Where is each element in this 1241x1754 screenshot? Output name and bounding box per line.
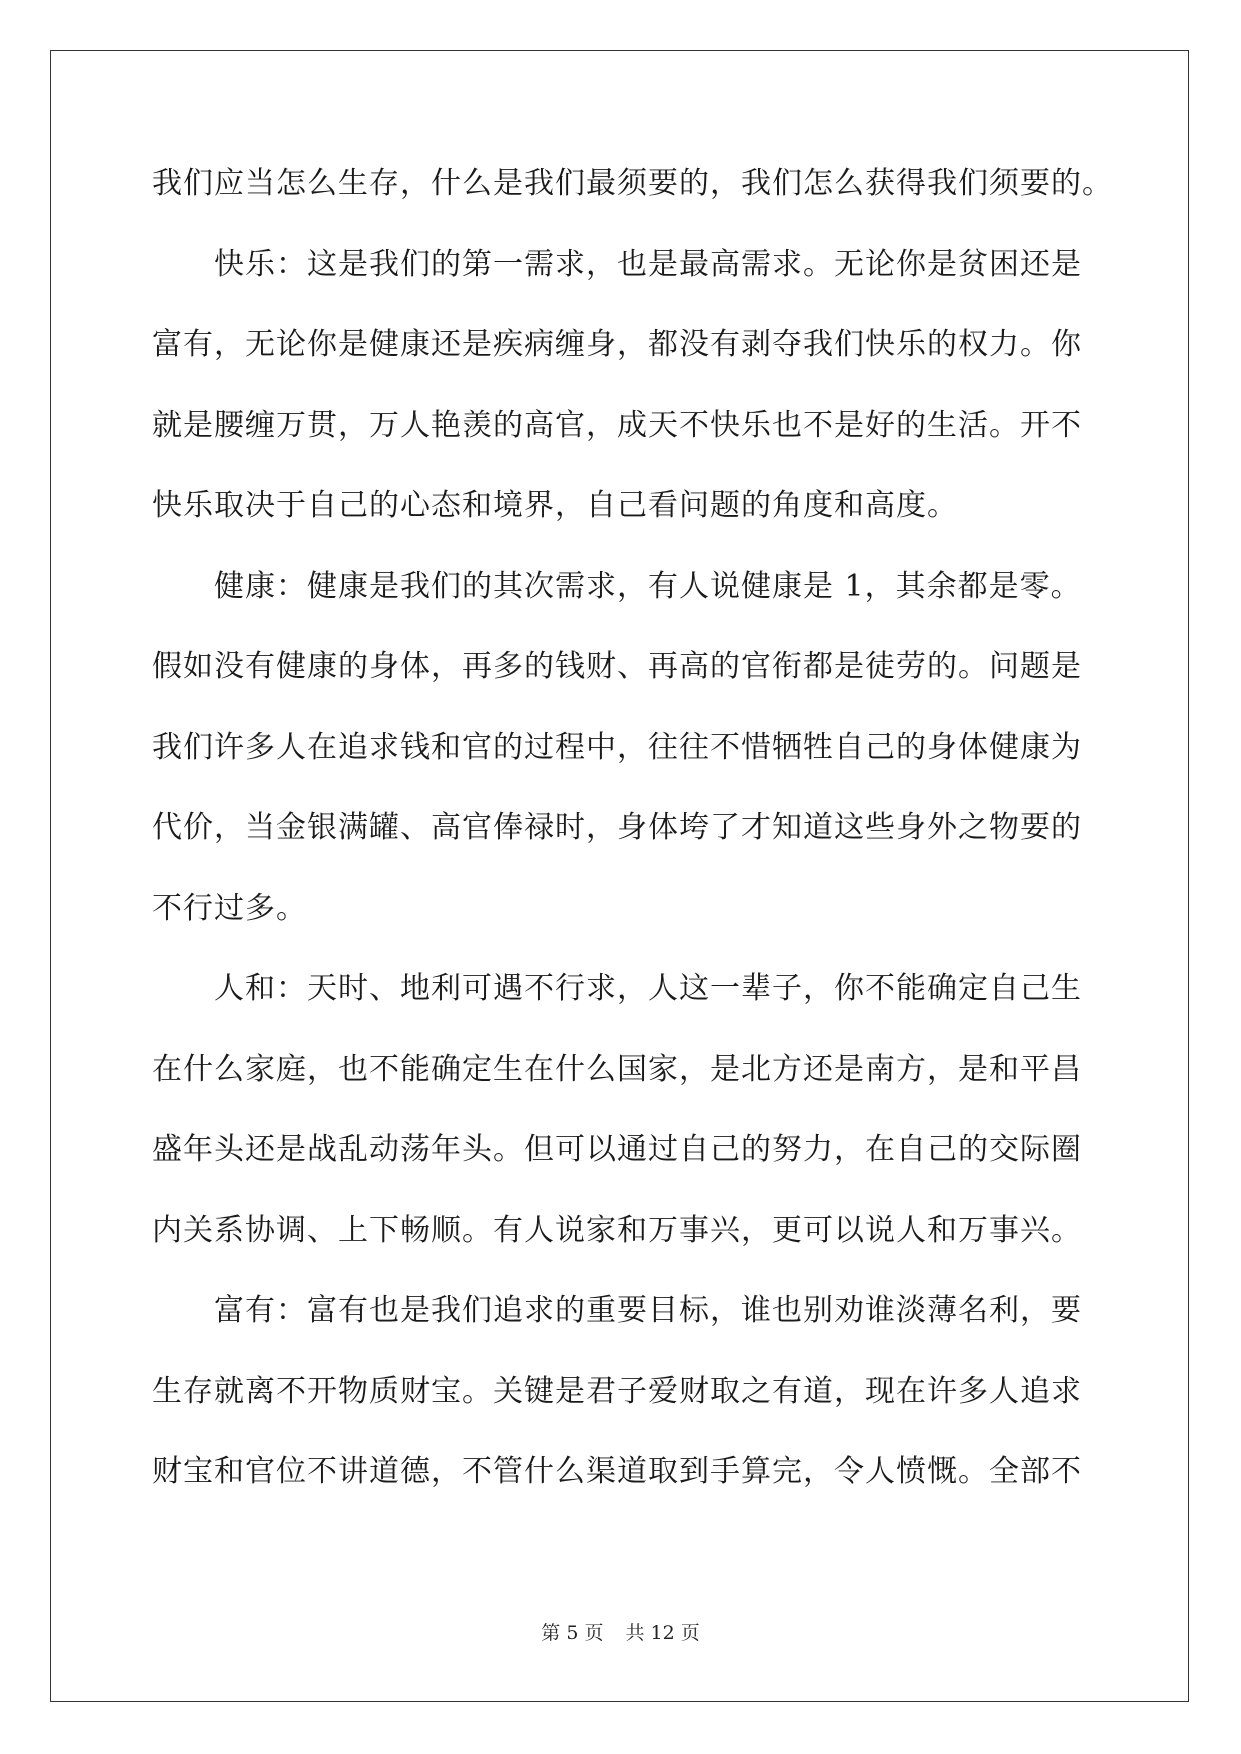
text-line: 在什么家庭，也不能确定生在什么国家，是北方还是南方，是和平昌: [152, 1051, 1082, 1087]
text-line: 我们许多人在追求钱和官的过程中，往往不惜牺牲自己的身体健康为: [152, 729, 1082, 765]
page-number: 第 5 页: [541, 1622, 604, 1644]
text-line: 快乐取决于自己的心态和境界，自己看问题的角度和高度。: [152, 488, 958, 523]
page-total: 共 12 页: [625, 1622, 700, 1644]
text-line: 财宝和官位不讲道德，不管什么渠道取到手算完，令人愤慨。全部不: [152, 1454, 1082, 1489]
text-line: 不行过多。: [152, 890, 307, 926]
document-body: [152, 160, 1113, 1529]
text-line: 快乐：这是我们的第一需求，也是最高需求。无论你是贫困还是: [214, 246, 1082, 282]
text-line: 假如没有健康的身体，再多的钱财、再高的官衔都是徒劳的。问题是: [152, 649, 1082, 684]
text-line: 盛年头还是战乱动荡年头。但可以通过自己的努力，在自己的交际圈: [152, 1132, 1082, 1167]
text-line: 代价，当金银满罐、高官俸禄时，身体垮了才知道这些身外之物要的: [152, 810, 1082, 845]
text-line: 人和：天时、地利可遇不行求，人这一辈子，你不能确定自己生: [214, 971, 1082, 1006]
text-line: 内关系协调、上下畅顺。有人说家和万事兴，更可以说人和万事兴。: [152, 1212, 1082, 1248]
text-line: 生存就离不开物质财宝。关键是君子爱财取之有道，现在许多人追求: [152, 1373, 1082, 1409]
text-line: 健康：健康是我们的其次需求，有人说健康是 1，其余都是零。: [214, 568, 1082, 604]
text-line: 我们应当怎么生存，什么是我们最须要的，我们怎么获得我们须要的。: [152, 166, 1113, 201]
text-line: 富有：富有也是我们追求的重要目标，谁也别劝谁淡薄名利，要: [214, 1293, 1082, 1328]
page-footer: [0, 1618, 1241, 1645]
text-line: 就是腰缠万贯，万人艳羡的高官，成天不快乐也不是好的生活。开不: [152, 407, 1082, 443]
text-line: 富有，无论你是健康还是疾病缠身，都没有剥夺我们快乐的权力。你: [152, 327, 1082, 362]
